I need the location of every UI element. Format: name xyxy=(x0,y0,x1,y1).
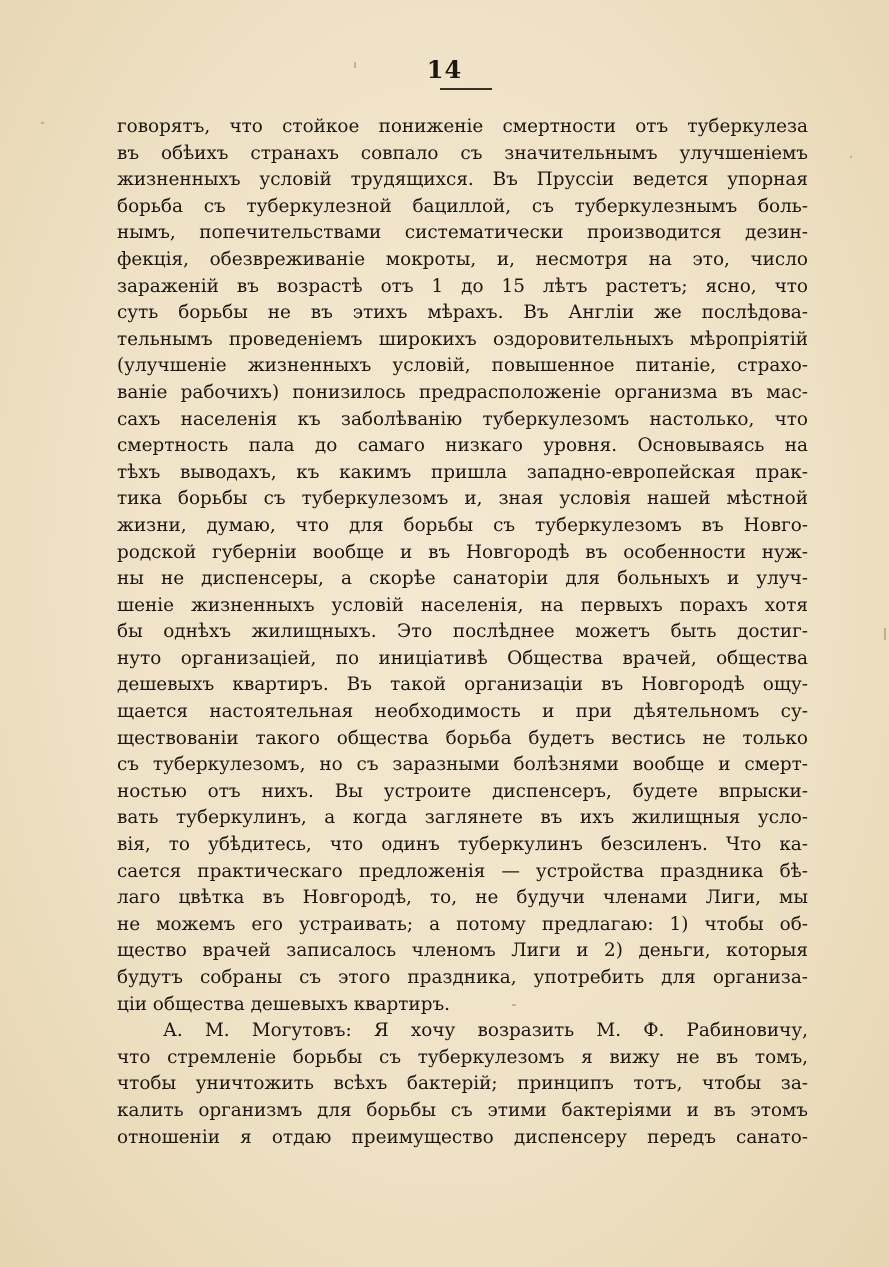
text-line-paragraph-end: ціи общества дешевыхъ квартиръ. xyxy=(117,993,451,1015)
text-line: жизненныхъ условій трудящихся. Въ Пруссіи ведется упорная xyxy=(117,169,808,191)
text-line: въ обѣихъ странахъ совпало съ значительнымъ улучшеніемъ xyxy=(117,142,808,164)
text-line: сахъ населенія къ заболѣванію туберкулезомъ настолько, что xyxy=(117,408,808,430)
text-line: тѣхъ выводахъ, къ какимъ пришла западно-европейская прак- xyxy=(117,461,808,483)
text-line: нымъ, попечительствами систематически производится дезин- xyxy=(117,222,808,244)
text-line: зараженій въ возрастѣ отъ 1 до 15 лѣтъ растетъ; ясно, что xyxy=(117,275,808,297)
text-line: говорятъ, что стойкое пониженіе смертности отъ туберкулеза xyxy=(117,116,808,137)
text-line: щается настоятельная необходимость и при дѣятельномъ су- xyxy=(117,701,808,723)
text-line: шеніе жизненныхъ условій населенія, на первыхъ порахъ хотя xyxy=(117,594,808,616)
text-line: тика борьбы съ туберкулезомъ и, зная условія нашей мѣстной xyxy=(117,488,808,510)
paper-speck xyxy=(884,628,886,640)
page-number-underline xyxy=(440,88,492,90)
text-line: не можемъ его устраивать; а потому предлагаю: 1) чтобы об- xyxy=(117,913,808,935)
text-line: дешевыхъ квартиръ. Въ такой организаціи въ Новгородѣ ощу- xyxy=(117,674,808,696)
text-line: бы однѣхъ жилищныхъ. Это послѣднее можетъ быть достиг- xyxy=(117,621,808,643)
text-line: родской губерніи вообще и въ Новгородѣ въ особенности нуж- xyxy=(117,541,808,563)
paper-speck xyxy=(41,122,44,124)
text-line: фекція, обезвреживаніе мокроты, и, несмотря на это, число xyxy=(117,248,808,270)
text-line: (улучшеніе жизненныхъ условій, повышенное питаніе, страхо- xyxy=(117,355,808,377)
text-line: ностью отъ нихъ. Вы устроите диспенсеръ, будете впрыски- xyxy=(117,780,808,802)
text-line: тельнымъ проведеніемъ широкихъ оздоровительныхъ мѣропріятій xyxy=(117,328,808,350)
text-line: жизни, думаю, что для борьбы съ туберкулезомъ въ Новго- xyxy=(117,514,808,536)
paper-speck xyxy=(512,1004,516,1006)
paper-speck xyxy=(850,156,852,158)
text-line: отношеніи я отдаю преимущество диспенсеру передъ санато- xyxy=(117,1126,808,1148)
text-line: борьба съ туберкулезной бациллой, съ туберкулезнымъ боль- xyxy=(117,195,808,217)
text-line: щество врачей записалось членомъ Лиги и 2) деньги, которыя xyxy=(117,940,808,962)
text-line: ществованіи такого общества борьба будетъ вестись не только xyxy=(117,727,808,749)
text-line: вія, то убѣдитесь, что одинъ туберкулинъ безсиленъ. Что ка- xyxy=(117,834,808,856)
text-line: лаго цвѣтка въ Новгородѣ, то, не будучи членами Лиги, мы xyxy=(117,887,808,909)
text-line: что стремленіе борьбы съ туберкулезомъ я вижу не въ томъ, xyxy=(117,1046,808,1068)
paper-speck xyxy=(354,62,356,68)
text-line: ны не диспенсеры, а скорѣе санаторіи для больныхъ и улуч- xyxy=(117,568,808,590)
text-line: съ туберкулезомъ, но съ заразными болѣзнями вообще и смерт- xyxy=(117,754,808,776)
text-line: чтобы уничтожить всѣхъ бактерій; принципъ тотъ, чтобы за- xyxy=(117,1073,808,1095)
text-line: смертность пала до самаго низкаго уровня. Основываясь на xyxy=(117,435,808,457)
text-line: нуто организаціей, по иниціативѣ Общества врачей, общества xyxy=(117,647,808,669)
body-text xyxy=(117,114,808,1151)
text-line: сается практическаго предложенія — устройства праздника бѣ- xyxy=(117,860,808,882)
text-line-paragraph-start: А. М. Могутовъ: Я хочу возразить М. Ф. Рабиновичу, xyxy=(163,1020,808,1042)
page-number: 14 xyxy=(426,55,463,84)
text-line: калить организмъ для борьбы съ этими бактеріями и въ этомъ xyxy=(117,1099,808,1121)
text-line: ваніе рабочихъ) понизилось предрасположеніе организма въ мас- xyxy=(117,381,808,403)
text-line: вать туберкулинъ, а когда заглянете въ ихъ жилищныя усло- xyxy=(117,807,808,829)
text-line: суть борьбы не въ этихъ мѣрахъ. Въ Англіи же послѣдова- xyxy=(117,302,808,324)
text-line: будутъ собраны съ этого праздника, употребить для организа- xyxy=(117,967,808,988)
